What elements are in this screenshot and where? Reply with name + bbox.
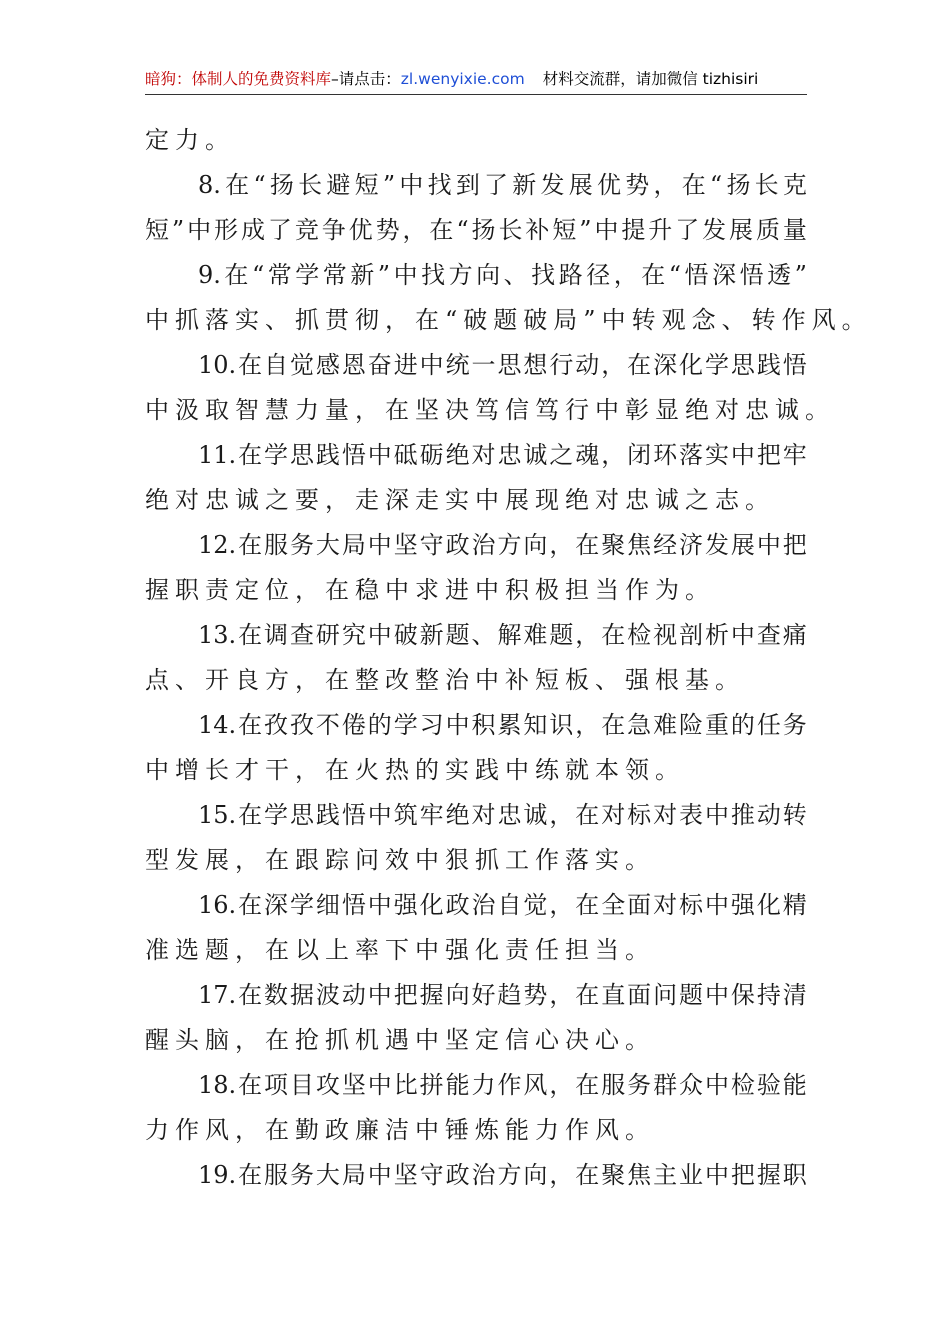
text-line: 力 作 风 ， 在 勤 政 廉 洁 中 锤 炼 能 力 作 风 。 xyxy=(145,1116,649,1144)
document-body xyxy=(145,118,866,1198)
text-line: 12. 在 服 务 大 局 中 坚 守 政 治 方 向 ， 在 聚 焦 经 济 发 展 中 把 xyxy=(198,531,807,559)
header-prefix: –请点击： xyxy=(331,70,401,88)
header-link[interactable]: zl.wenyixie.com xyxy=(400,70,525,88)
text-line: 13. 在 调 查 研 究 中 破 新 题 、 解 难 题 ， 在 检 视 剖 析 中 查 痛 xyxy=(198,621,807,649)
text-line: 15. 在 学 思 践 悟 中 筑 牢 绝 对 忠 诚 ， 在 对 标 对 表 中 推 动 转 xyxy=(198,801,807,829)
text-line: 9. 在 “ 常 学 常 新 ” 中 找 方 向 、 找 路 径 ， 在 “ 悟 深 悟 透 ” xyxy=(198,261,807,289)
text-line: 中 抓 落 实 、 抓 贯 彻 ， 在 “ 破 题 破 局 ” 中 转 观 念 、 转 作 风 。 xyxy=(145,306,866,334)
text-line: 10. 在 自 觉 感 恩 奋 进 中 统 一 思 想 行 动 ， 在 深 化 学 思 践 悟 xyxy=(198,351,807,379)
text-line: 型 发 展 ， 在 跟 踪 问 效 中 狠 抓 工 作 落 实 。 xyxy=(145,846,649,874)
text-line: 准 选 题 ， 在 以 上 率 下 中 强 化 责 任 担 当 。 xyxy=(145,936,649,964)
text-line: 11. 在 学 思 践 悟 中 砥 砺 绝 对 忠 诚 之 魂 ， 闭 环 落 实 中 把 牢 xyxy=(198,441,807,469)
text-line: 点 、 开 良 方 ， 在 整 改 整 治 中 补 短 板 、 强 根 基 。 xyxy=(145,666,739,694)
text-line: 握 职 责 定 位 ， 在 稳 中 求 进 中 积 极 担 当 作 为 。 xyxy=(145,576,709,604)
text-line: 16. 在 深 学 细 悟 中 强 化 政 治 自 觉 ， 在 全 面 对 标 中 强 化 精 xyxy=(198,891,807,919)
text-line: 中 汲 取 智 慧 力 量 ， 在 坚 决 笃 信 笃 行 中 彰 显 绝 对 忠 诚 。 xyxy=(145,396,829,424)
header-brand: 暗狗：体制人的免费资料库 xyxy=(145,70,332,88)
header-contact: 材料交流群，请加微信 tizhisiri xyxy=(542,70,759,88)
text-line: 19. 在 服 务 大 局 中 坚 守 政 治 方 向 ， 在 聚 焦 主 业 中 把 握 职 xyxy=(198,1161,807,1189)
text-line: 定 力 。 xyxy=(145,126,229,154)
text-line: 短 ” 中 形 成 了 竞 争 优 势 ， 在 “ 扬 长 补 短 ” 中 提 升 了 发 展 质 量 xyxy=(145,216,807,244)
text-line: 14. 在 孜 孜 不 倦 的 学 习 中 积 累 知 识 ， 在 急 难 险 重 的 任 务 xyxy=(198,711,807,739)
text-line: 17. 在 数 据 波 动 中 把 握 向 好 趋 势 ， 在 直 面 问 题 中 保 持 清 xyxy=(198,981,807,1009)
text-line: 8. 在 “ 扬 长 避 短 ” 中 找 到 了 新 发 展 优 势 ， 在 “ 扬 长 克 xyxy=(198,171,807,199)
text-line: 18. 在 项 目 攻 坚 中 比 拼 能 力 作 风 ， 在 服 务 群 众 中 检 验 能 xyxy=(198,1071,807,1099)
text-line: 绝 对 忠 诚 之 要 ， 走 深 走 实 中 展 现 绝 对 忠 诚 之 志 。 xyxy=(145,486,769,514)
text-line: 中 增 长 才 干 ， 在 火 热 的 实 践 中 练 就 本 领 。 xyxy=(145,756,679,784)
page-header xyxy=(145,64,807,95)
text-line: 醒 头 脑 ， 在 抢 抓 机 遇 中 坚 定 信 心 决 心 。 xyxy=(145,1026,649,1054)
